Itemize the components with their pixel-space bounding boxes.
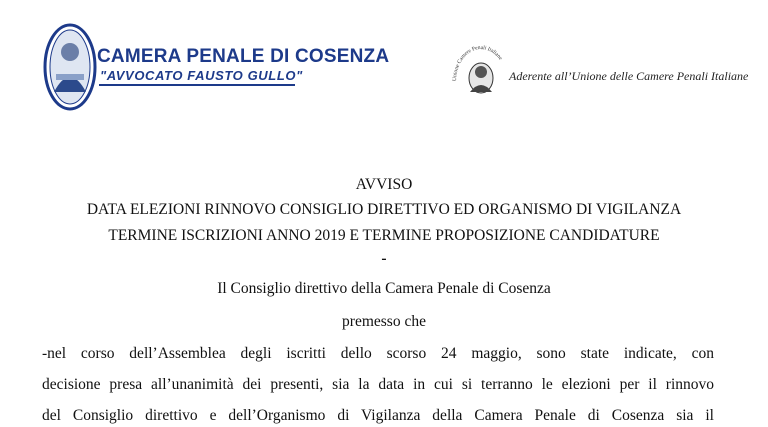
premise-line: premesso che: [342, 313, 426, 330]
letterhead: [0, 0, 768, 130]
subtitle-underline: [99, 84, 295, 86]
notice-subject-line-2: TERMINE ISCRIZIONI ANNO 2019 E TERMINE PROPOSIZIONE CANDIDATURE: [108, 227, 660, 244]
body-line-3: del Consiglio direttivo e dell’Organismo di Vigilanza della Camera Penale di Cosenza sia il: [42, 407, 714, 424]
organization-name: CAMERA PENALE DI COSENZA: [97, 46, 390, 67]
notice-subject-line-1: DATA ELEZIONI RINNOVO CONSIGLIO DIRETTIVO ED ORGANISMO DI VIGILANZA: [86, 201, 682, 218]
camera-penale-logo: [42, 22, 98, 112]
seal-text: Unione Camere Penali Italiane: [451, 44, 504, 82]
issuer-line: Il Consiglio direttivo della Camera Penale di Cosenza: [217, 280, 551, 297]
organization-subtitle: "AVVOCATO FAUSTO GULLO": [100, 68, 303, 83]
notice-heading: AVVISO: [355, 176, 413, 193]
separator-dash: -: [381, 250, 387, 267]
body-line-2: decisione presa all’unanimità dei presenti, sia la data in cui si terranno le elezioni per il rinnovo: [42, 376, 714, 393]
adherent-statement: Aderente all’Unione delle Camere Penali Italiane: [509, 69, 749, 83]
body-line-1: -nel corso dell’Assemblea degli iscritti dello scorso 24 maggio, sono state indicate, con: [42, 345, 714, 362]
ucpi-seal-logo: [446, 36, 516, 126]
